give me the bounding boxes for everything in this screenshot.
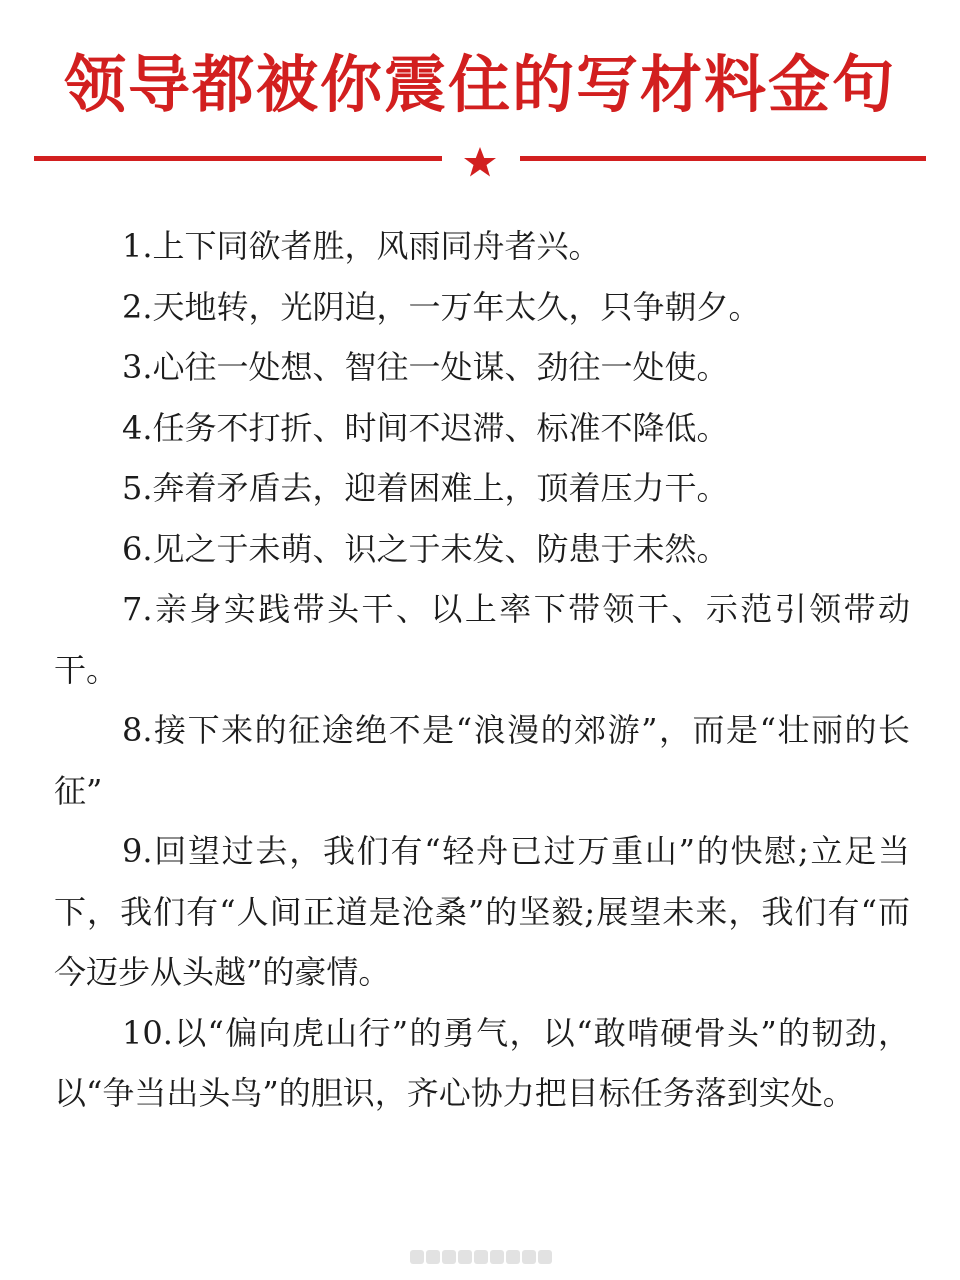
quote-item-8: 8.接下来的征途绝不是“浪漫的郊游”，而是“壮丽的长征”: [54, 711, 910, 810]
watermark-block: [522, 1250, 536, 1264]
title-divider: [34, 146, 926, 176]
page-title: 领导都被你震住的写材料金句: [63, 48, 896, 121]
watermark-block: [474, 1250, 488, 1264]
watermark-logo: [410, 1246, 570, 1268]
divider-rule-left: [34, 156, 442, 161]
quote-item-10: 10.以“偏向虎山行”的勇气，以“敢啃硬骨头”的韧劲，以“争当出头鸟”的胆识，齐心协力把目标任务落到实处。: [54, 1013, 910, 1112]
quote-item-4: 4.任务不打折、时间不迟滞、标准不降低。: [122, 408, 729, 447]
quote-item-3: 3.心往一处想、智往一处谋、劲往一处使。: [122, 348, 729, 386]
quote-list: [54, 216, 910, 1124]
watermark-block: [458, 1250, 472, 1264]
watermark-block: [506, 1250, 520, 1264]
watermark-block: [410, 1250, 424, 1264]
watermark-block: [538, 1250, 552, 1264]
quote-item-2: 2.天地转，光阴迫，一万年太久，只争朝夕。: [122, 287, 761, 326]
quote-item-6: 6.见之于未萌、识之于未发、防患于未然。: [122, 529, 729, 568]
watermark-block: [426, 1250, 440, 1264]
divider-rule-right: [520, 156, 926, 161]
star-shape: [464, 147, 496, 177]
quote-item-5: 5.奔着矛盾去，迎着困难上，顶着压力干。: [122, 469, 729, 507]
quote-item-9: 9.回望过去，我们有“轻舟已过万重山”的快慰;立足当下，我们有“人间正道是沧桑”的坚毅;展望未来，我们有“而今迈步从头越”的豪情。: [54, 832, 910, 991]
watermark-block: [442, 1250, 456, 1264]
watermark-block: [490, 1250, 504, 1264]
star-icon: [462, 146, 498, 178]
quote-item-7: 7.亲身实践带头干、以上率下带领干、示范引领带动干。: [54, 590, 910, 689]
quote-item-1: 1.上下同欲者胜，风雨同舟者兴。: [122, 227, 601, 265]
